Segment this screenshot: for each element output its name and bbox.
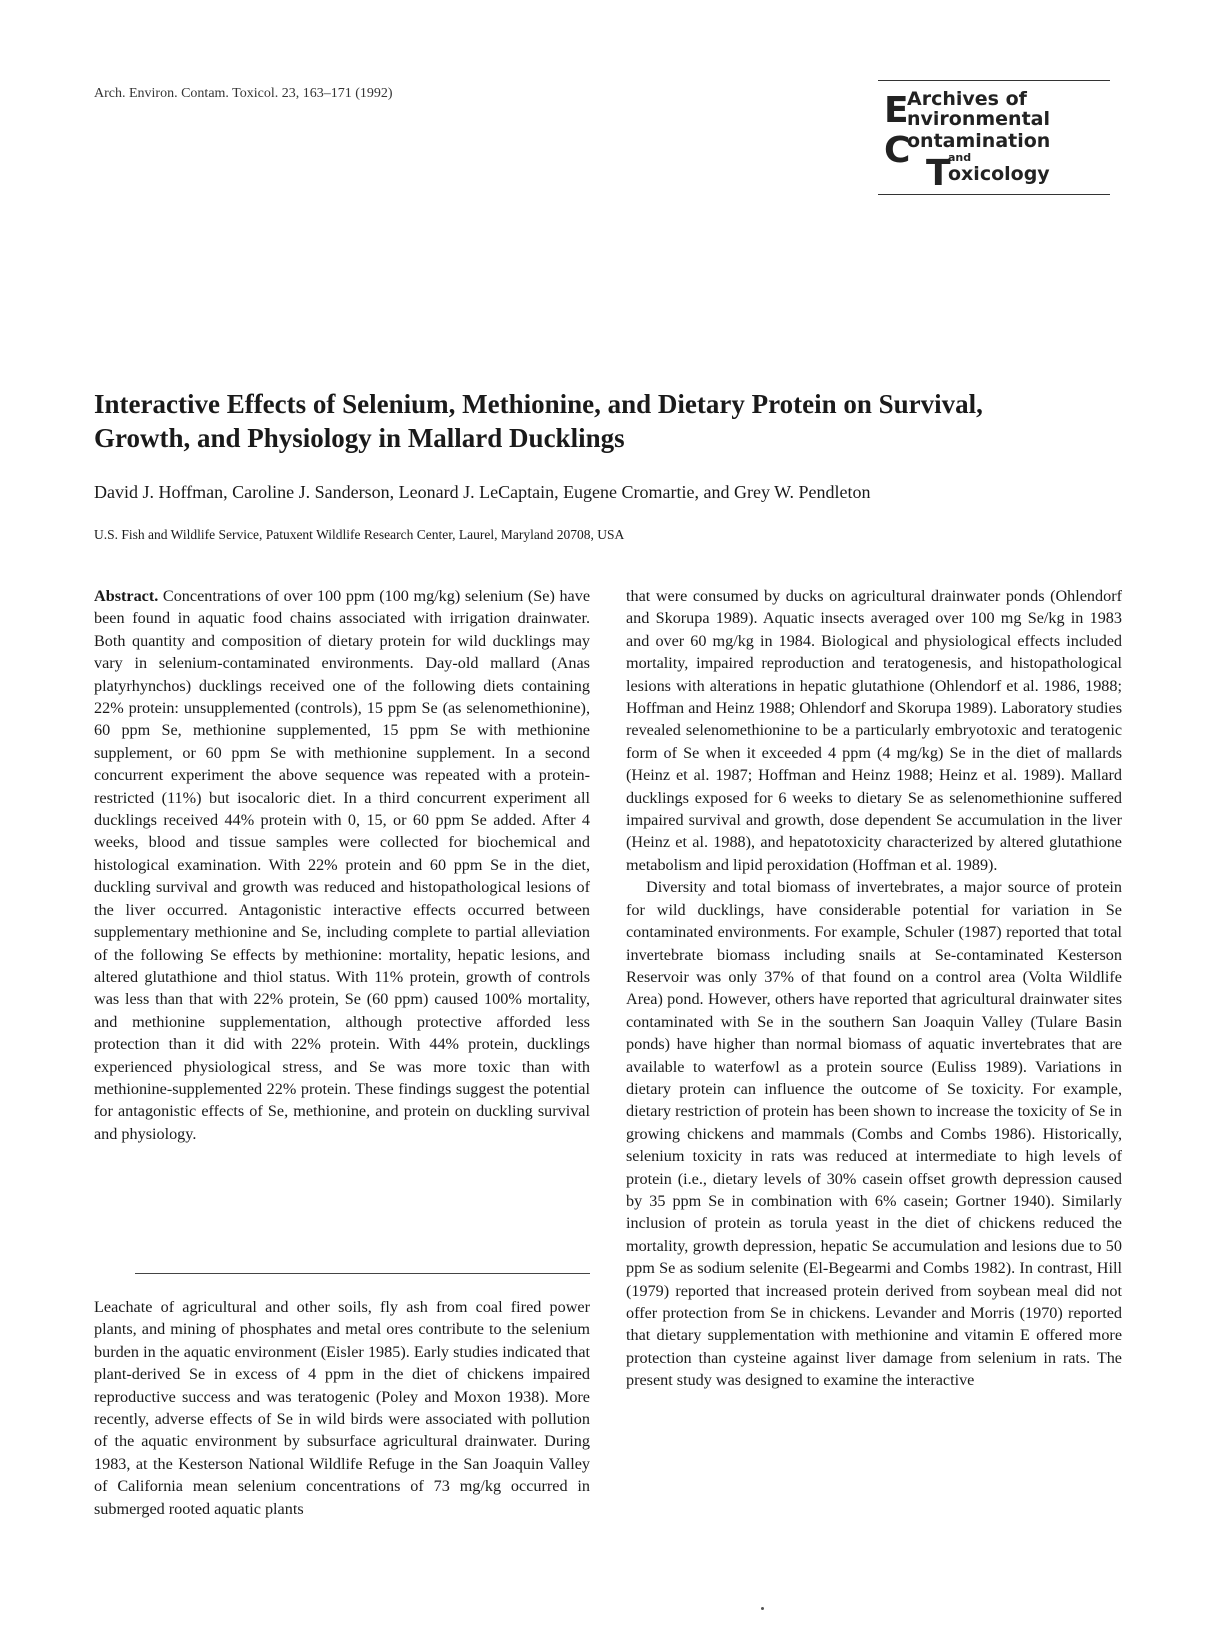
- intro-paragraph-1: Leachate of agricultural and other soils, fly ash from coal fired power plants, and mining of phosphates and metal ores contribute to the selenium burden in the aquatic environment (Eisler 1985). Early studies indicated that plant-derived Se in excess of 4 ppm in the diet of chickens impaired reproductive success and was teratogenic (Poley and Moxon 1938). More recently, adverse effects of Se in wild birds were associated with pollution of the aquatic environment by subsurface agricultural drainwater. During 1983, at the Kesterson National Wildlife Refuge in the San Joaquin Valley of California mean selenium concentrations of 73 mg/kg occurred in submerged rooted aquatic plants: [94, 1298, 590, 1518]
- logo-letter-t: T: [926, 153, 951, 194]
- affiliation: U.S. Fish and Wildlife Service, Patuxent Wildlife Research Center, Laurel, Maryland 20708, USA: [94, 527, 625, 542]
- author-list: David J. Hoffman, Caroline J. Sanderson, Leonard J. LeCaptain, Eugene Cromartie, and Grey W. Pendleton: [94, 482, 871, 502]
- article-title: [94, 387, 1094, 455]
- abstract-heading: Abstract.: [94, 587, 159, 605]
- logo-top-rule: [878, 80, 1110, 81]
- intro-left-column: [94, 1296, 590, 1520]
- logo-toxicology: oxicology: [948, 163, 1050, 185]
- title-line-2: Growth, and Physiology in Mallard Ducklings: [94, 423, 625, 453]
- logo-environmental: nvironmental: [907, 108, 1051, 130]
- intro-paragraph-2: that were consumed by ducks on agricultural drainwater ponds (Ohlendorf and Skorupa 1989). Aquatic insects averaged over 100 mg Se/kg in 1983 and over 60 mg/kg in 1984. Biological and physiological effects included mortality, impaired reproduction and teratogenesis, and histopathological lesions with alterations in hepatic glutathione (Ohlendorf et al. 1986, 1988; Hoffman and Heinz 1988; Ohlendorf and Skorupa 1989). Laboratory studies revealed selenomethionine to be a particularly embryotoxic and teratogenic form of Se when it exceeded 4 ppm (4 mg/kg) Se in the diet of mallards (Heinz et al. 1987; Hoffman and Heinz 1988; Heinz et al. 1989). Mallard ducklings exposed for 6 weeks to dietary Se as selenomethionine suffered impaired survival and growth, dose dependent Se accumulation in the liver (Heinz et al. 1988), and hepatotoxicity characterized by altered glutathione metabolism and lipid peroxidation (Hoffman et al. 1989).: [626, 587, 1123, 874]
- page-mark: [761, 1607, 764, 1610]
- abstract-text: Concentrations of over 100 ppm (100 mg/kg) selenium (Se) have been found in aquatic food chains associated with irrigation drainwater. Both quantity and composition of dietary protein for wild ducklings may vary in selenium-contaminated environments. Day-old mallard (Anas platyrhynchos) ducklings received one of the following diets containing 22% protein: unsupplemented (controls), 15 ppm Se (as selenomethionine), 60 ppm Se, methionine supplemented, 15 ppm Se with methionine supplement, or 60 ppm Se with methionine supplement. In a second concurrent experiment the above sequence was repeated with a protein-restricted (11%) but isocaloric diet. In a third concurrent experiment all ducklings received 44% protein with 0, 15, or 60 ppm Se added. After 4 weeks, blood and tissue samples were collected for biochemical and histological examination. With 22% protein and 60 ppm Se in the diet, duckling survival and growth was reduced and histopathological lesions of the liver occurred. Antagonistic interactive effects occurred between supplementary methionine and Se, including complete to partial alleviation of the following Se effects by methionine: mortality, hepatic lesions, and altered glutathione and thiol status. With 11% protein, growth of controls was less than that with 22% protein, Se (60 ppm) caused 100% mortality, and methionine supplementation, although protective afforded less protection than it did with 22% protein. With 44% protein, ducklings experienced physiological stress, and Se was more toxic than with methionine-supplemented 22% protein. These findings suggest the potential for antagonistic effects of Se, methionine, and protein on duckling survival and physiology.: [94, 587, 591, 1143]
- logo-archives-of: Archives of: [907, 88, 1027, 110]
- intro-right-column: [626, 585, 1122, 1392]
- title-line-1: Interactive Effects of Selenium, Methionine, and Dietary Protein on Survival,: [94, 389, 983, 419]
- intro-paragraph-3: Diversity and total biomass of invertebrates, a major source of protein for wild ducklings, have considerable potential for variation in Se contaminated environments. For example, Schuler (1987) reported that total invertebrate biomass including snails at Se-contaminated Kesterson Reservoir was only 37% of that found on a control area (Volta Wildlife Area) pond. However, others have reported that agricultural drainwater sites contaminated with Se in the southern San Joaquin Valley (Tulare Basin ponds) have higher than normal biomass of aquatic invertebrates that are available to waterfowl as a protein source (Euliss 1989). Variations in dietary protein can influence the outcome of Se toxicity. For example, dietary restriction of protein has been shown to increase the toxicity of Se in growing chickens and mammals (Combs and Combs 1986). Historically, selenium toxicity in rats was reduced at intermediate to high levels of protein (i.e., dietary levels of 30% casein offset growth depression caused by 35 ppm Se in combination with 6% casein; Gortner 1940). Similarly inclusion of protein as torula yeast in the diet of chickens reduced the mortality, growth depression, hepatic Se accumulation and lesions due to 50 ppm Se as sodium selenite (El-Begearmi and Combs 1982). In contrast, Hill (1979) reported that increased protein derived from soybean meal did not offer protection from Se in chickens. Levander and Morris (1970) reported that dietary supplementation with methionine and vitamin E offered more protection than cysteine against liver damage from selenium in rats. The present study was designed to examine the interactive: [626, 878, 1122, 1390]
- logo-contamination: ontamination: [907, 130, 1051, 152]
- logo-letter-e: E: [884, 90, 909, 131]
- journal-citation: Arch. Environ. Contam. Toxicol. 23, 163–171 (1992): [94, 86, 393, 101]
- abstract-block: [94, 585, 590, 1145]
- section-divider: [135, 1273, 590, 1274]
- journal-logo: [878, 76, 1110, 201]
- logo-and: and: [948, 151, 972, 164]
- logo-letter-c: C: [884, 130, 911, 171]
- logo-bottom-rule: [878, 194, 1110, 195]
